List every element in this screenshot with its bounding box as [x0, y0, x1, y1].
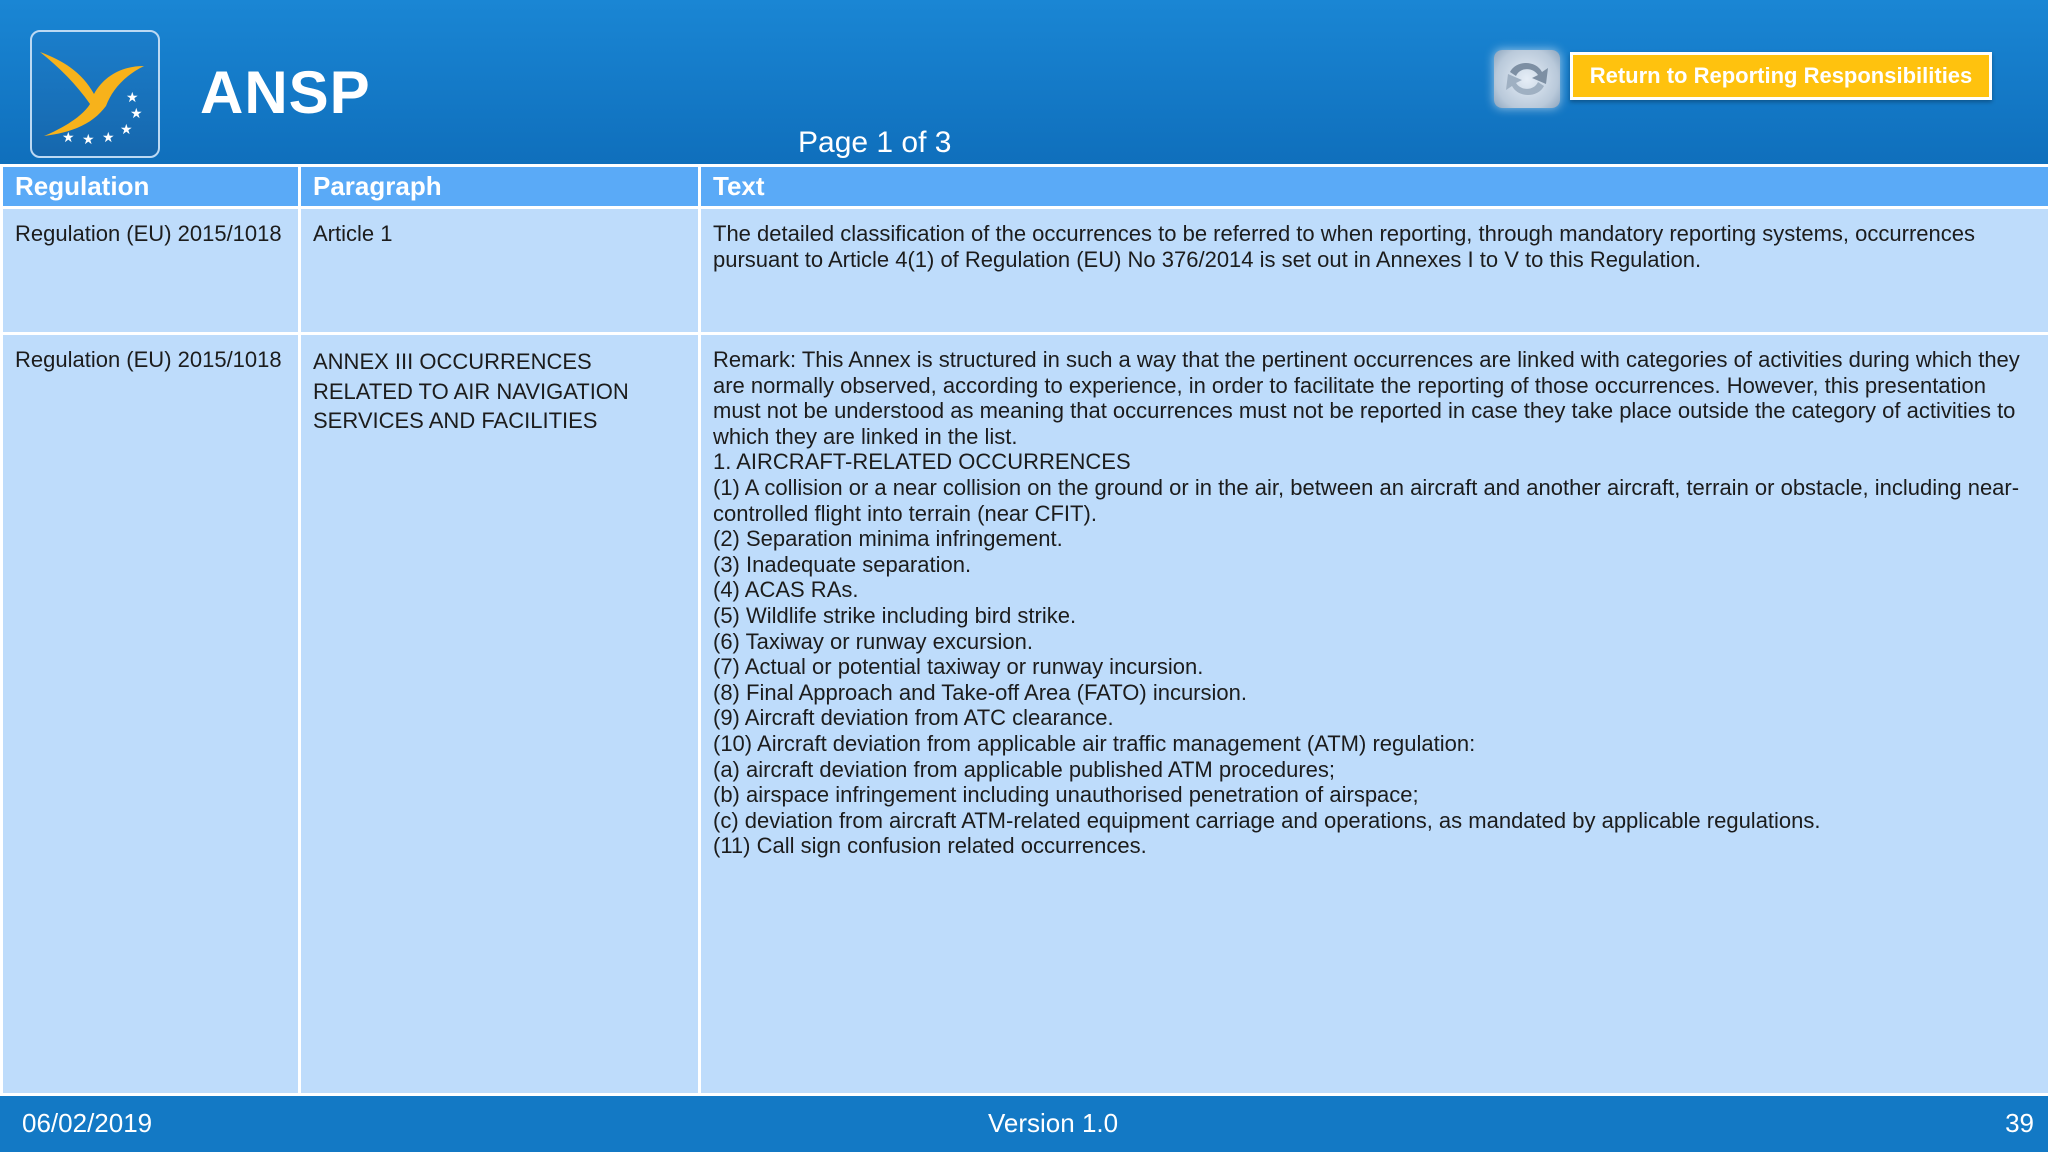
- text-line: (8) Final Approach and Take-off Area (FATO) incursion.: [713, 679, 1247, 705]
- footer-version: Version 1.0: [988, 1108, 1119, 1138]
- text-cell: [700, 334, 2048, 1095]
- table-header-row: [2, 166, 2048, 208]
- footer-bar: [0, 1096, 2048, 1152]
- paragraph-cell: ANNEX III OCCURRENCES RELATED TO AIR NAVIGATION SERVICES AND FACILITIES: [300, 334, 700, 1095]
- refresh-arrows-icon: [1502, 54, 1552, 104]
- svg-text:★: ★: [126, 90, 139, 106]
- svg-text:★: ★: [130, 106, 143, 122]
- text-line: (2) Separation minima infringement.: [713, 526, 1063, 552]
- text-line: Remark: This Annex is structured in such a way that the pertinent occurrences are linked with categories of activities during which they are normally observed, according to experience, in order to facilitate the reporting of those occurrences. However, this presentation must not be understood as meaning that occurrences must not be reported in case they take place outside the category of activities to which they are linked in the list.: [713, 347, 2020, 449]
- text-line: (10) Aircraft deviation from applicable air traffic management (ATM) regulation:: [713, 730, 1476, 756]
- text-line: (9) Aircraft deviation from ATC clearance.: [713, 705, 1114, 731]
- text-line: (11) Call sign confusion related occurrences.: [713, 833, 1147, 859]
- regulation-cell: Regulation (EU) 2015/1018: [2, 334, 300, 1095]
- text-line: (5) Wildlife strike including bird strike.: [713, 602, 1077, 628]
- column-header-text: Text: [700, 166, 2048, 208]
- text-line: (a) aircraft deviation from applicable published ATM procedures;: [713, 756, 1336, 782]
- table-row: [2, 334, 2048, 1095]
- bird-stars-logo-icon: [30, 30, 160, 158]
- text-line: (6) Taxiway or runway excursion.: [713, 628, 1033, 654]
- slide-number: 39: [2005, 1108, 2034, 1138]
- regulation-table: [0, 164, 2048, 1096]
- footer-date: 06/02/2019: [22, 1108, 153, 1138]
- svg-text:★: ★: [62, 130, 75, 146]
- text-line: (b) airspace infringement including unauthorised penetration of airspace;: [713, 782, 1419, 808]
- text-line: (c) deviation from aircraft ATM-related equipment carriage and operations, as mandated by applicable regulations.: [713, 807, 1821, 833]
- column-header-regulation: Regulation: [2, 166, 300, 208]
- text-line: (3) Inadequate separation.: [713, 551, 972, 577]
- svg-text:★: ★: [82, 132, 95, 148]
- regulation-cell: Regulation (EU) 2015/1018: [2, 208, 300, 334]
- return-to-reporting-button[interactable]: Return to Reporting Responsibilities: [1570, 52, 1992, 100]
- page-indicator: Page 1 of 3: [798, 126, 952, 159]
- text-cell: [700, 208, 2048, 334]
- text-line: (7) Actual or potential taxiway or runway incursion.: [713, 654, 1204, 680]
- table-row: [2, 208, 2048, 334]
- refresh-button[interactable]: [1494, 50, 1560, 108]
- column-header-paragraph: Paragraph: [300, 166, 700, 208]
- text-line: The detailed classification of the occurrences to be referred to when reporting, through mandatory reporting systems, occurrences pursuant to Article 4(1) of Regulation (EU) No 376/2014 is set out in Annexes I to V to this Regulation.: [713, 221, 1975, 272]
- text-line: (4) ACAS RAs.: [713, 577, 859, 603]
- svg-text:★: ★: [120, 122, 133, 138]
- page-title: ANSP: [200, 59, 371, 126]
- text-line: 1. AIRCRAFT-RELATED OCCURRENCES: [713, 449, 1131, 475]
- text-line: (1) A collision or a near collision on the ground or in the air, between an aircraft and another aircraft, terrain or obstacle, including near-controlled flight into terrain (near CFIT).: [713, 474, 2020, 526]
- svg-text:★: ★: [102, 130, 115, 146]
- paragraph-cell: Article 1: [300, 208, 700, 334]
- header-bar: [0, 0, 2048, 164]
